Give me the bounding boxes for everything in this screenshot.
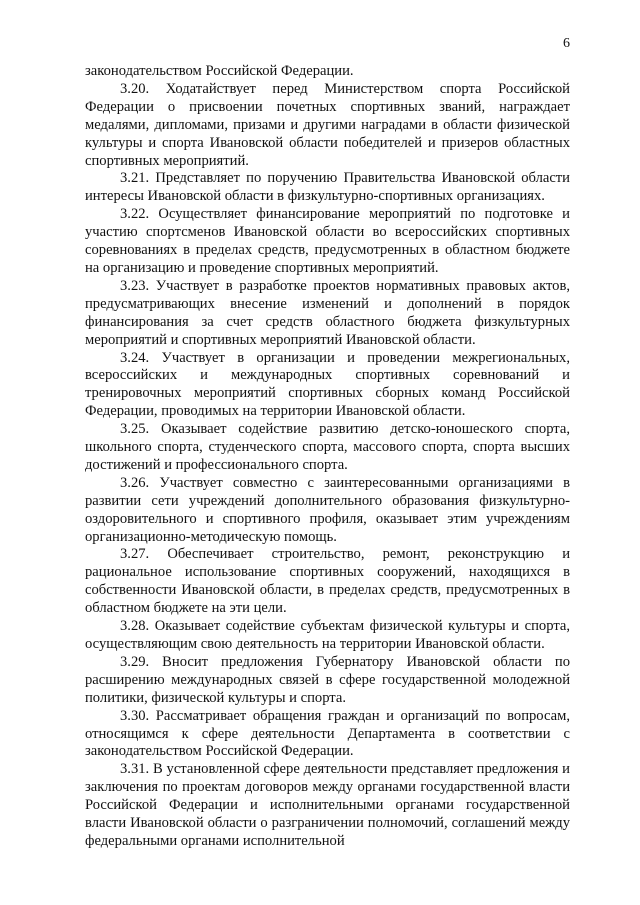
paragraph-3-25: 3.25. Оказывает содействие развитию детско-юношеского спорта, школьного спорта, студенческого спорта, массового спорта, спорта высших достижений и профессионального спорта.: [85, 421, 570, 473]
paragraph-3-20: 3.20. Ходатайствует перед Министерством спорта Российской Федерации о присвоении почетных спортивных званий, награждает медалями, дипломами, призами и другими наградами в области физической культуры и спорта Ивановской области победителей и призеров областных спортивных мероприятий.: [85, 80, 570, 169]
paragraph-3-31: 3.31. В установленной сфере деятельности представляет предложения и заключения по проектам договоров между органами государственной власти Российской Федерации и исполнительными органами государственной власти Ивановской области о разграничении полномочий, соглашений между федеральными органами исполнительной: [85, 761, 570, 849]
paragraph-3-24: 3.24. Участвует в организации и проведении межрегиональных, всероссийских и международных спортивных соревнований и тренировочных мероприятий спортивных сборных команд Российской Федерации, проводимых на территории Ивановской области.: [85, 349, 570, 420]
paragraph-3-28: 3.28. Оказывает содействие субъектам физической культуры и спорта, осуществляющим свою деятельность на территории Ивановской области.: [85, 618, 570, 652]
paragraph-3-21: 3.21. Представляет по поручению Правительства Ивановской области интересы Ивановской области в физкультурно-спортивных организациях.: [85, 170, 570, 205]
paragraph-3-30: 3.30. Рассматривает обращения граждан и организаций по вопросам, относящимся к сфере деятельности Департамента в соответствии с законодательством Российской Федерации.: [85, 707, 570, 760]
paragraph-3-27: 3.27. Обеспечивает строительство, ремонт, реконструкцию и рациональное использование спортивных сооружений, находящихся в собственности Ивановской области, в пределах средств, предусмотренных в областном бюджете на эти цели.: [85, 546, 570, 617]
paragraph-continuation: законодательством Российской Федерации.: [85, 63, 354, 79]
document-body: [85, 63, 570, 851]
paragraph-3-29: 3.29. Вносит предложения Губернатору Ивановской области по расширению международных связей в сфере государственной молодежной политики, физической культуры и спорта.: [85, 653, 570, 706]
paragraph-3-22: 3.22. Осуществляет финансирование мероприятий по подготовке и участию спортсменов Ивановской области во всероссийских спортивных соревнованиях в пределах средств, предусмотренных в областном бюджете на организацию и проведение спортивных мероприятий.: [85, 206, 570, 276]
paragraph-3-23: 3.23. Участвует в разработке проектов нормативных правовых актов, предусматривающих внесение изменений и дополнений в порядок финансирования за счет средств областного бюджета физкультурных мероприятий и спортивных мероприятий Ивановской области.: [85, 277, 570, 348]
page-number: 6: [563, 36, 570, 51]
paragraph-3-26: 3.26. Участвует совместно с заинтересованными организациями в развитии сети учреждений дополнительного образования физкультурно-оздоровительного и спортивного профиля, оказывает этим учреждениям организационно-методическую помощь.: [85, 474, 570, 545]
